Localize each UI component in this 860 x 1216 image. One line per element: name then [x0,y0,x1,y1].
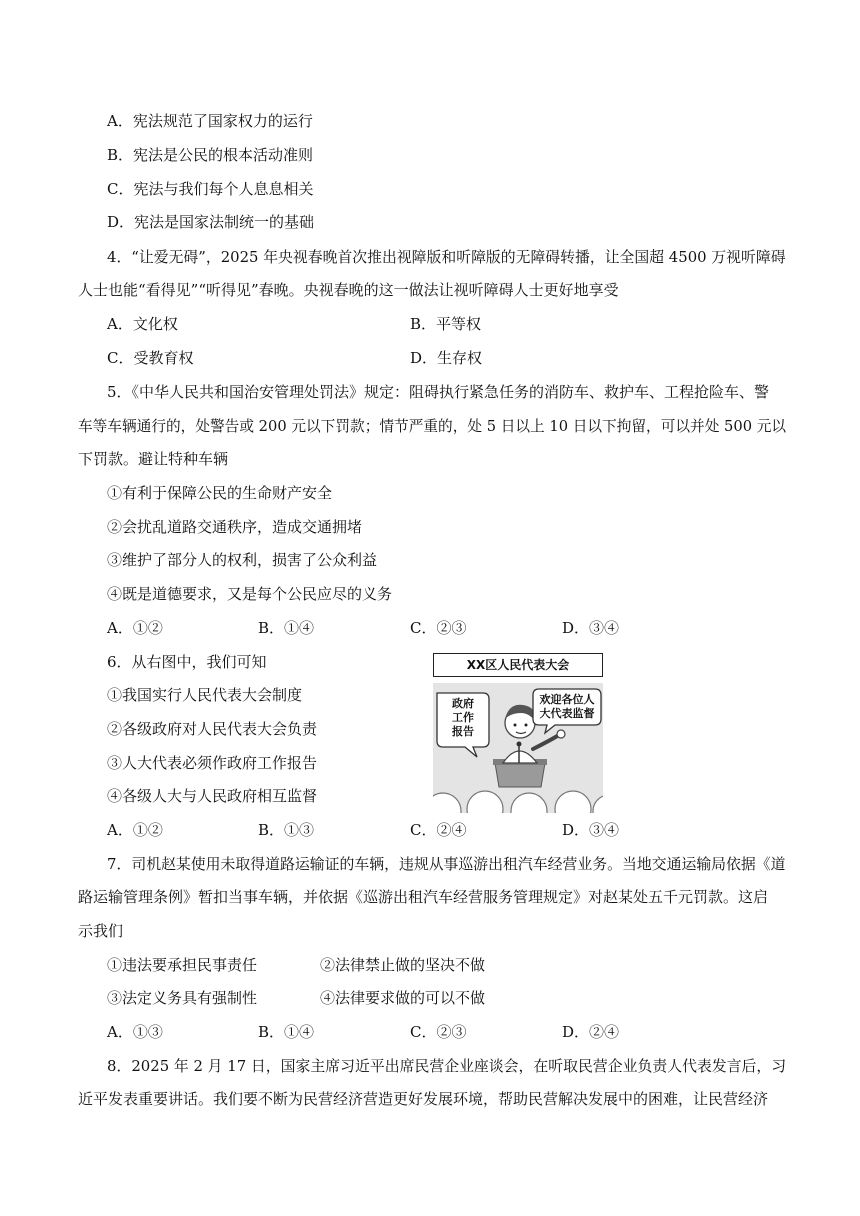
q3-option-c[interactable]: C．宪法与我们每个人息息相关 [107,180,314,198]
report-speech-bubble [437,697,489,739]
q4-stem-line-2: 人士也能“看得见”“听得见”春晚。央视春晚的这一做法让视听障碍人士更好地享受 [78,281,619,299]
figure-scene [433,683,603,813]
q7-stem-line-2: 路运输管理条例》暂扣当事车辆，并依据《巡游出租汽车经营服务管理规定》对赵某处五千元罚款。这启 [78,888,769,906]
q7-item-1: ①违法要承担民事责任 [107,956,258,974]
bubble-line: 欢迎各位人 [539,693,595,706]
q5-option-b[interactable]: B．①④ [258,619,315,637]
q5-item-2: ②会扰乱道路交通秩序，造成交通拥堵 [107,518,363,536]
q6-illustration [433,653,603,813]
q7-item-3: ③法定义务具有强制性 [107,989,258,1007]
bubble-line: 工作 [452,711,474,724]
bubble-line: 大代表监督 [539,707,595,720]
q5-stem-line-3: 下罚款。避让特种车辆 [78,450,229,468]
q3-option-b[interactable]: B．宪法是公民的根本活动准则 [107,146,314,164]
q5-option-c[interactable]: C．②③ [410,619,467,637]
bubble-line: 报告 [452,725,474,738]
q6-option-d[interactable]: D．③④ [562,821,620,839]
q5-item-4: ④既是道德要求，又是每个公民应尽的义务 [107,585,393,603]
q7-option-b[interactable]: B．①④ [258,1023,315,1041]
q7-item-4: ④法律要求做的可以不做 [320,989,486,1007]
q5-item-1: ①有利于保障公民的生命财产安全 [107,484,333,502]
q7-stem-line-3: 示我们 [78,922,124,940]
q7-option-c[interactable]: C．②③ [410,1023,467,1041]
q4-option-b[interactable]: B．平等权 [410,315,482,333]
figure-title: XX区人民代表大会 [433,653,603,677]
q4-option-d[interactable]: D．生存权 [410,349,483,367]
q7-option-d[interactable]: D．②④ [562,1023,620,1041]
q7-option-a[interactable]: A．①③ [107,1023,163,1041]
q4-option-a[interactable]: A．文化权 [107,315,178,333]
q6-option-c[interactable]: C．②④ [410,821,467,839]
q6-stem: 6．从右图中，我们可知 [107,653,267,671]
q5-item-3: ③维护了部分人的权利，损害了公众利益 [107,551,378,569]
q5-option-d[interactable]: D．③④ [562,619,620,637]
q8-stem-line-2: 近平发表重要讲话。我们要不断为民营经济营造更好发展环境，帮助民营解决发展中的困难，让民营经济 [78,1090,769,1108]
q3-option-d[interactable]: D．宪法是国家法制统一的基础 [107,213,315,231]
q8-stem-line-1: 8．2025 年 2 月 17 日，国家主席习近平出席民营企业座谈会，在听取民营企业负责人代表发言后，习 [107,1057,787,1075]
q6-option-b[interactable]: B．①③ [258,821,315,839]
q4-stem-line-1: 4．“让爱无碍”，2025 年央视春晚首次推出视障版和听障版的无障碍转播，让全国超 4500 万视听障碍 [107,248,786,266]
q6-item-4: ④各级人大与人民政府相互监督 [107,787,318,805]
q3-option-a[interactable]: A．宪法规范了国家权力的运行 [107,112,313,130]
q6-item-1: ①我国实行人民代表大会制度 [107,686,303,704]
q7-item-2: ②法律禁止做的坚决不做 [320,956,486,974]
q5-stem-line-2: 车等车辆通行的，处警告或 200 元以下罚款；情节严重的，处 5 日以上 10 日以下拘留，可以并处 500 元以 [78,417,787,435]
q6-item-3: ③人大代表必须作政府工作报告 [107,754,318,772]
q6-option-a[interactable]: A．①② [107,821,163,839]
bubble-line: 政府 [452,697,474,710]
q6-item-2: ②各级政府对人民代表大会负责 [107,720,318,738]
q4-option-c[interactable]: C．受教育权 [107,349,194,367]
q5-stem-line-1: 5．《中华人民共和国治安管理处罚法》规定：阻碍执行紧急任务的消防车、救护车、工程抢险车、警 [107,383,770,401]
q7-stem-line-1: 7．司机赵某使用未取得道路运输证的车辆，违规从事巡游出租汽车经营业务。当地交通运输局依据《道 [107,855,786,873]
q5-option-a[interactable]: A．①② [107,619,163,637]
welcome-speech-bubble [533,693,601,721]
